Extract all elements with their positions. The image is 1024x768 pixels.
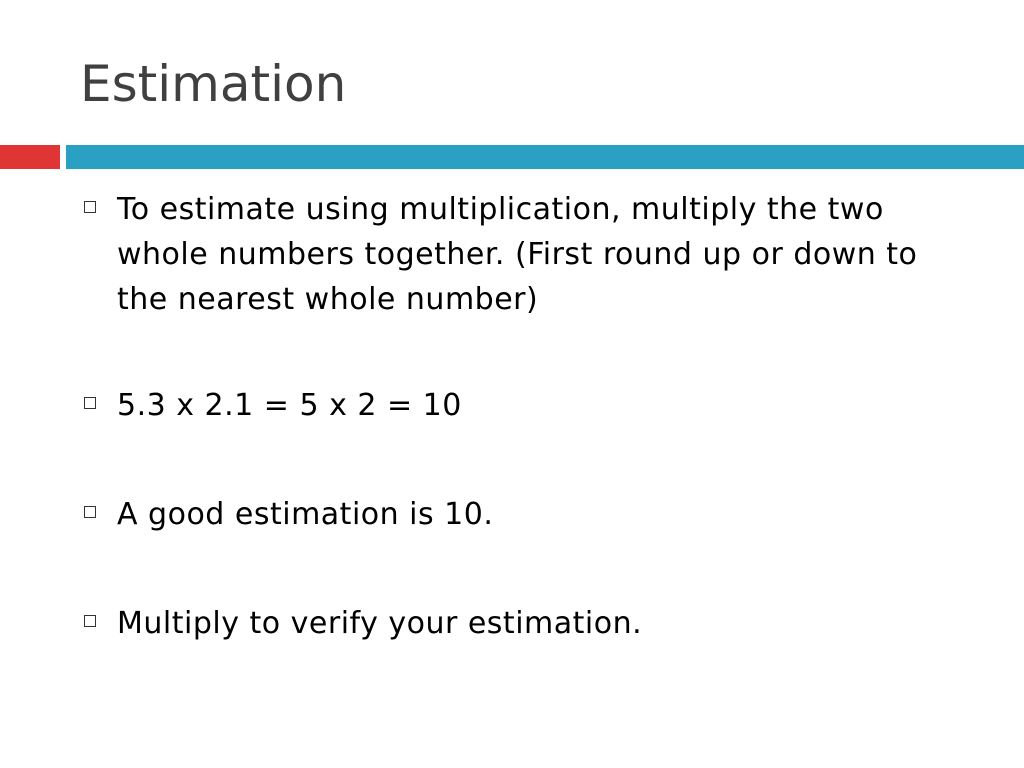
bullet-text: 5.3 x 2.1 = 5 x 2 = 10 <box>117 388 462 423</box>
hollow-square-bullet-icon <box>84 615 96 627</box>
hollow-square-bullet-icon <box>84 201 96 213</box>
hollow-square-bullet-icon <box>84 397 96 409</box>
bullet-text: Multiply to verify your estimation. <box>117 606 643 641</box>
slide-title: Estimation <box>80 55 347 113</box>
bullet-text: A good estimation is 10. <box>117 497 494 532</box>
bullet-text: To estimate using multiplication, multiply the two whole numbers together. (First round up or down to the nearest whole number) <box>117 192 918 317</box>
hollow-square-bullet-icon <box>84 506 96 518</box>
